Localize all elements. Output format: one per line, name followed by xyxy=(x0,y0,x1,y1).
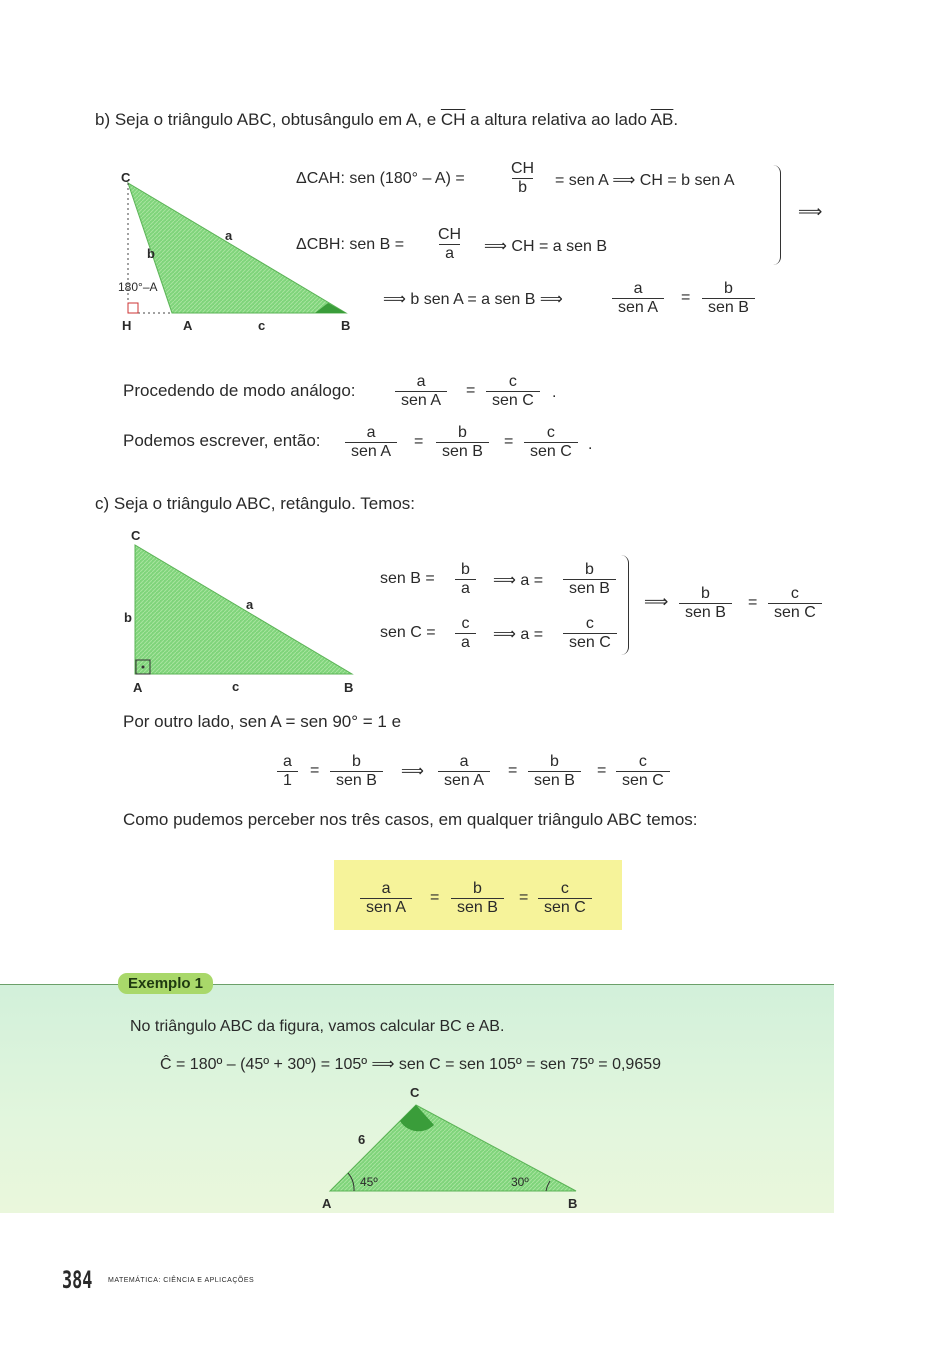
equals: = xyxy=(466,382,476,399)
label-side-a: a xyxy=(246,597,254,612)
section-c-intro: c) Seja o triângulo ABC, retângulo. Temos: xyxy=(95,494,416,513)
result-frac-b xyxy=(702,280,755,317)
den: sen A xyxy=(612,298,664,317)
write-frac-b xyxy=(436,424,489,461)
den: a xyxy=(455,633,476,652)
cbh-num: CH xyxy=(438,226,462,243)
law-frac-c xyxy=(538,880,592,917)
den: a xyxy=(455,579,476,598)
intro-text-mid: a altura relativa ao lado xyxy=(465,110,651,129)
label-b: B xyxy=(568,1196,578,1211)
period: . xyxy=(552,384,557,401)
analog-frac-a xyxy=(395,373,447,410)
den: sen C xyxy=(538,898,592,917)
example-tag: Exemplo 1 xyxy=(118,973,213,994)
num: b xyxy=(461,561,470,578)
brace-arrow: ⟹ xyxy=(798,202,823,221)
cbh-label: ΔCBH: sen B = xyxy=(296,236,405,253)
cah-label: ΔCAH: sen (180° – A) = xyxy=(296,170,465,187)
right-angle-dot xyxy=(142,666,145,669)
arrow: ⟹ xyxy=(401,763,424,780)
num: c xyxy=(560,880,569,897)
law-frac-a xyxy=(360,880,412,917)
cah-result: = sen A ⟹ CH = b sen A xyxy=(555,172,735,189)
num: a xyxy=(416,373,426,390)
result-frac-c xyxy=(768,585,822,622)
line-frac-3 xyxy=(438,753,490,790)
period: . xyxy=(588,436,593,453)
num: a xyxy=(633,280,643,297)
num: a xyxy=(381,880,391,897)
right-brace xyxy=(770,165,781,265)
label-a: A xyxy=(183,318,193,333)
equals: = xyxy=(414,433,424,450)
den: sen A xyxy=(395,391,447,410)
senb-frac xyxy=(455,561,476,598)
right-brace xyxy=(620,555,629,655)
cah-den: b xyxy=(512,178,533,197)
segment-ch: $\overline{CH}$ xyxy=(440,110,466,129)
brace-arrow: ⟹ xyxy=(644,592,669,611)
num: a xyxy=(459,753,469,770)
intro-end: . xyxy=(673,110,679,129)
num: b xyxy=(352,753,361,770)
cbh-result: ⟹ CH = a sen B xyxy=(484,238,607,255)
label-b: B xyxy=(344,680,354,695)
line-frac-2 xyxy=(330,753,383,790)
line-frac-1 xyxy=(277,753,298,790)
example-calc-text: = 180º – (45º + 30º) = 105º ⟹ sen C = sen 105º = sen 75º = 0,9659 xyxy=(176,1056,662,1073)
label-side-c: c xyxy=(258,318,266,333)
num: b xyxy=(585,561,594,578)
equals: = xyxy=(430,889,440,906)
analog-frac-c xyxy=(486,373,540,410)
section-b-intro xyxy=(95,110,678,130)
den: sen A xyxy=(345,442,397,461)
right-angle-marker xyxy=(128,303,138,313)
book-title: MATEMÁTICA: CIÊNCIA E APLICAÇÕES xyxy=(108,1277,255,1284)
senc-frac xyxy=(455,615,476,652)
label-side-a: a xyxy=(225,228,233,243)
senc-mid: ⟹ a = xyxy=(493,626,544,643)
segment-ab: $\overline{AB}$ xyxy=(650,110,674,129)
senb-label: sen B = xyxy=(380,570,435,587)
den: sen C xyxy=(768,603,822,622)
label-c: C xyxy=(410,1085,420,1100)
den: 1 xyxy=(277,771,298,790)
label-side-c: c xyxy=(232,679,240,694)
equals: = xyxy=(681,289,691,306)
result-frac-b xyxy=(679,585,732,622)
num: c xyxy=(546,424,555,441)
label-angle-30: 30º xyxy=(511,1175,529,1189)
den: sen B xyxy=(528,771,581,790)
den: sen A xyxy=(438,771,490,790)
equals: = xyxy=(504,433,514,450)
equals: = xyxy=(508,762,518,779)
page-number: 384 xyxy=(62,1266,93,1294)
right-triangle-figure xyxy=(120,540,360,680)
line-frac-4 xyxy=(528,753,581,790)
label-side-b: b xyxy=(124,610,132,625)
label-side-b: b xyxy=(147,246,155,261)
senb-mid: ⟹ a = xyxy=(493,572,544,589)
den: sen B xyxy=(563,579,616,598)
label-h: H xyxy=(122,318,132,333)
write-text: Podemos escrever, então: xyxy=(123,431,321,450)
den: sen C xyxy=(616,771,670,790)
num: c xyxy=(508,373,517,390)
label-a: A xyxy=(133,680,143,695)
analog-text: Procedendo de modo análogo: xyxy=(123,381,356,400)
label-angle-180-a: 180°–A xyxy=(118,280,158,294)
write-frac-c xyxy=(524,424,578,461)
num: c xyxy=(585,615,594,632)
num: b xyxy=(458,424,467,441)
num: c xyxy=(461,615,470,632)
intro-text: b) Seja o triângulo ABC, obtusângulo em A, e xyxy=(95,110,441,129)
cbh-den: a xyxy=(439,244,460,263)
equals: = xyxy=(310,762,320,779)
senc-label: sen C = xyxy=(380,624,436,641)
num: b xyxy=(473,880,482,897)
result-frac-a xyxy=(612,280,664,317)
equals: = xyxy=(597,762,607,779)
den: sen C xyxy=(486,391,540,410)
den: sen B xyxy=(436,442,489,461)
senb-result-frac xyxy=(563,561,616,598)
line-frac-5 xyxy=(616,753,670,790)
num: b xyxy=(701,585,710,602)
num: c xyxy=(638,753,647,770)
den: sen C xyxy=(524,442,578,461)
conclusion-text: Como pudemos perceber nos três casos, em qualquer triângulo ABC temos: xyxy=(123,810,698,829)
law-frac-b xyxy=(451,880,504,917)
den: sen B xyxy=(330,771,383,790)
den: sen B xyxy=(679,603,732,622)
den: sen C xyxy=(563,633,617,652)
triangle-abc-right xyxy=(135,545,352,674)
label-side-6: 6 xyxy=(358,1132,366,1147)
cbh-fraction xyxy=(432,226,467,263)
cah-fraction xyxy=(505,160,540,197)
den: sen A xyxy=(360,898,412,917)
other-side-text: Por outro lado, sen A = sen 90° = 1 e xyxy=(123,712,402,731)
num: b xyxy=(724,280,733,297)
senc-result-frac xyxy=(563,615,617,652)
label-a: A xyxy=(322,1196,332,1211)
label-c: C xyxy=(121,170,131,185)
cah-num: CH xyxy=(511,160,535,177)
den: sen B xyxy=(702,298,755,317)
angle-c-symbol: Ĉ xyxy=(160,1056,172,1073)
num: c xyxy=(790,585,799,602)
label-angle-45: 45º xyxy=(360,1175,378,1189)
equals: = xyxy=(748,594,758,611)
label-c: C xyxy=(131,528,141,543)
example-calc xyxy=(160,1054,661,1074)
equals: = xyxy=(519,889,529,906)
num: a xyxy=(366,424,376,441)
result-prefix: ⟹ b sen A = a sen B ⟹ xyxy=(383,291,563,308)
num: a xyxy=(283,753,292,770)
den: sen B xyxy=(451,898,504,917)
write-frac-a xyxy=(345,424,397,461)
num: b xyxy=(550,753,559,770)
example-text: No triângulo ABC da figura, vamos calcular BC e AB. xyxy=(130,1018,505,1035)
label-b: B xyxy=(341,318,351,333)
